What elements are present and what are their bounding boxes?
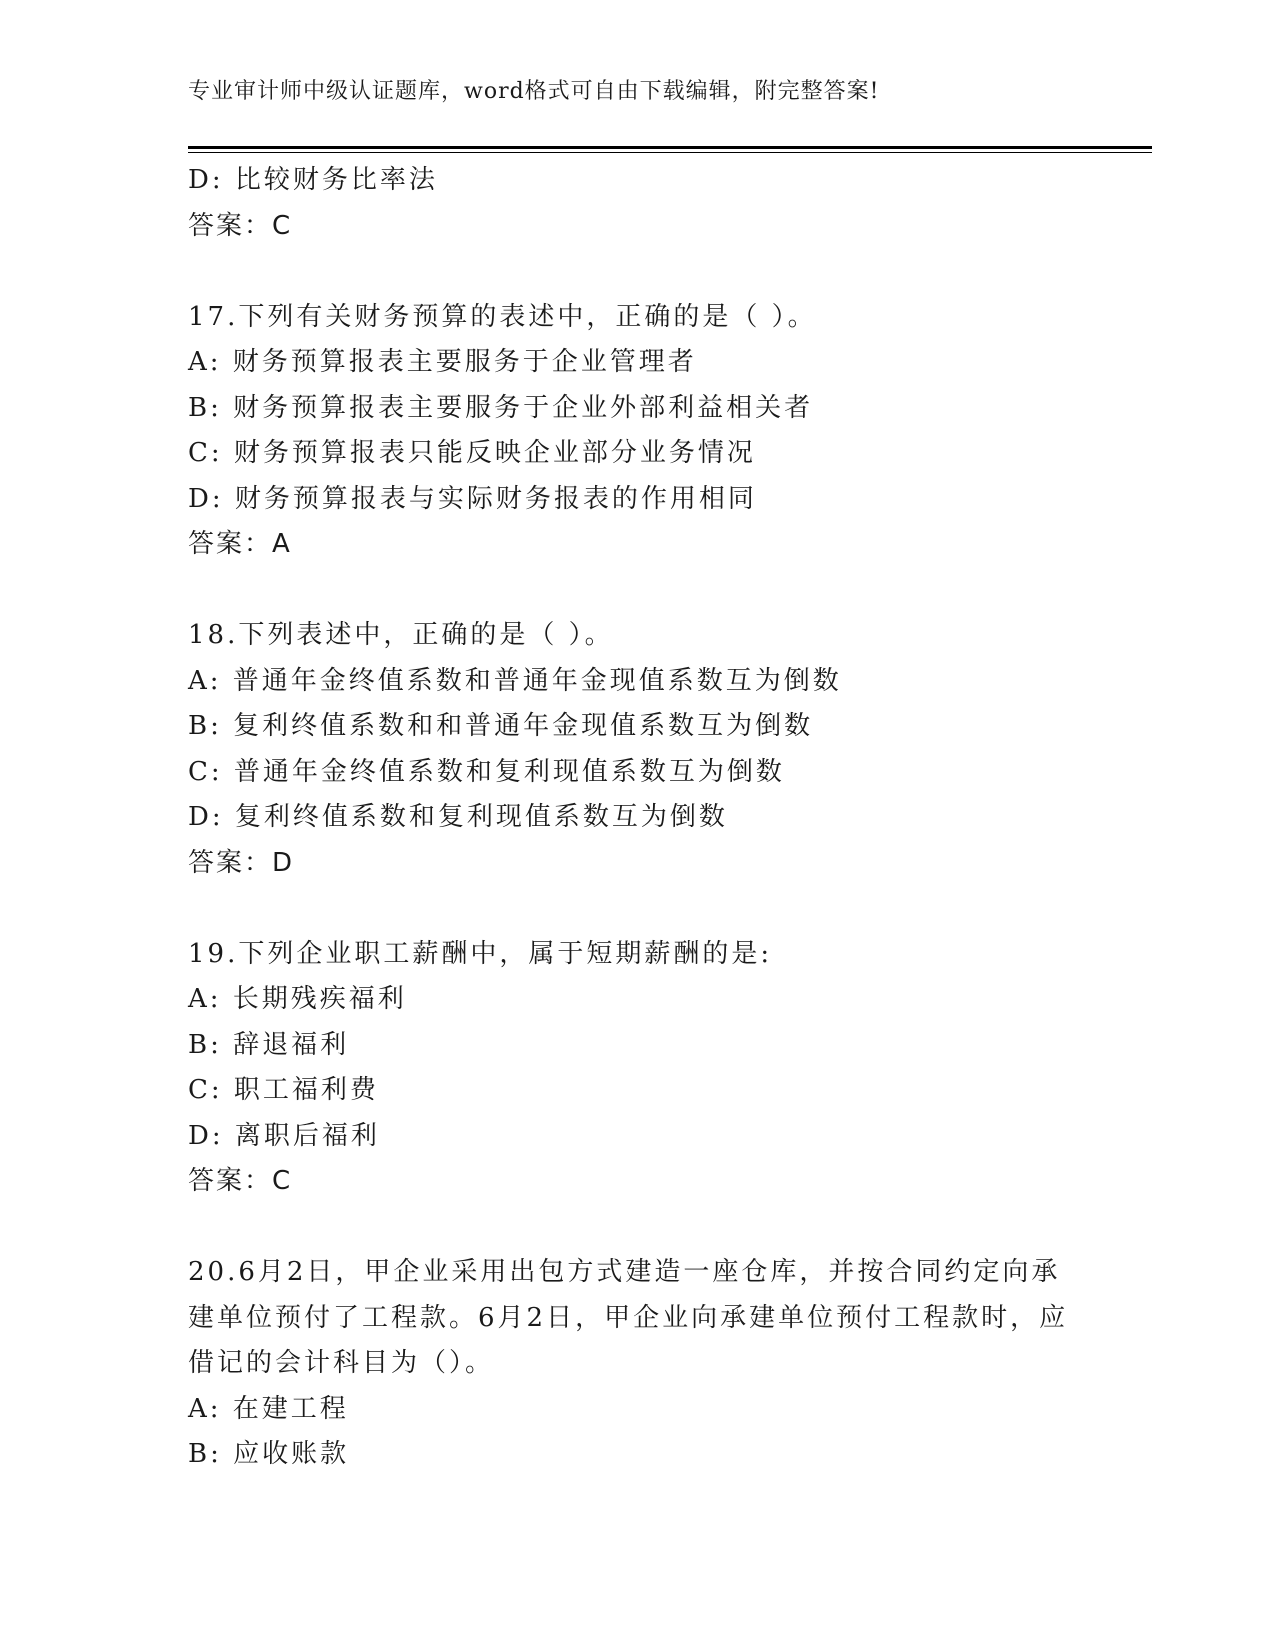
question-17-stem: 17.下列有关财务预算的表述中，正确的是（ ）。	[188, 301, 817, 332]
question-19-option-a: A: 长期残疾福利	[188, 984, 407, 1014]
question-19-option-b: B: 辞退福利	[188, 1029, 350, 1060]
question-18-stem: 18.下列表述中，正确的是（ ）。	[188, 620, 614, 650]
question-20-stem-line-3: 借记的会计科目为（）。	[188, 1348, 495, 1378]
question-17-option-c: C: 财务预算报表只能反映企业部分业务情况	[188, 438, 756, 468]
spacer	[188, 249, 1088, 295]
question-20-option-a: A: 在建工程	[188, 1393, 349, 1424]
page-header: 专业审计师中级认证题库，word格式可自由下载编辑，附完整答案!	[188, 79, 880, 104]
question-list	[188, 158, 1088, 1478]
question-17-option-a: A: 财务预算报表主要服务于企业管理者	[188, 347, 697, 377]
question-19-option-c: C: 职工福利费	[188, 1075, 379, 1105]
question-18-answer: 答案：D	[188, 847, 295, 878]
question-20-stem-line-1: 20.6月2日，甲企业采用出包方式建造一座仓库，并按合同约定向承	[188, 1257, 1061, 1287]
question-20-option-b: B: 应收账款	[188, 1439, 350, 1469]
question-18-option-a: A: 普通年金终值系数和普通年金现值系数互为倒数	[188, 665, 842, 696]
question-18-option-b: B: 复利终值系数和和普通年金现值系数互为倒数	[188, 711, 814, 741]
spacer	[188, 886, 1088, 932]
header-divider-thick	[188, 146, 1152, 149]
question-17-option-d: D: 财务预算报表与实际财务报表的作用相同	[188, 483, 757, 514]
answer-continued: 答案：C	[188, 210, 293, 241]
question-19-option-d: D: 离职后福利	[188, 1120, 380, 1151]
option-d-continued: D: 比较财务比率法	[188, 165, 438, 195]
question-18-option-d: D: 复利终值系数和复利现值系数互为倒数	[188, 802, 728, 832]
question-17-option-b: B: 财务预算报表主要服务于企业外部利益相关者	[188, 392, 814, 423]
spacer	[188, 1205, 1088, 1251]
question-20-stem-line-2: 建单位预付了工程款。6月2日，甲企业向承建单位预付工程款时，应	[188, 1302, 1069, 1333]
question-17-answer: 答案：A	[188, 529, 292, 559]
spacer	[188, 568, 1088, 614]
question-19-stem: 19.下列企业职工薪酬中，属于短期薪酬的是:	[188, 938, 773, 969]
header-divider-thin	[188, 152, 1152, 153]
question-19-answer: 答案：C	[188, 1166, 293, 1196]
question-18-option-c: C: 普通年金终值系数和复利现值系数互为倒数	[188, 756, 785, 787]
